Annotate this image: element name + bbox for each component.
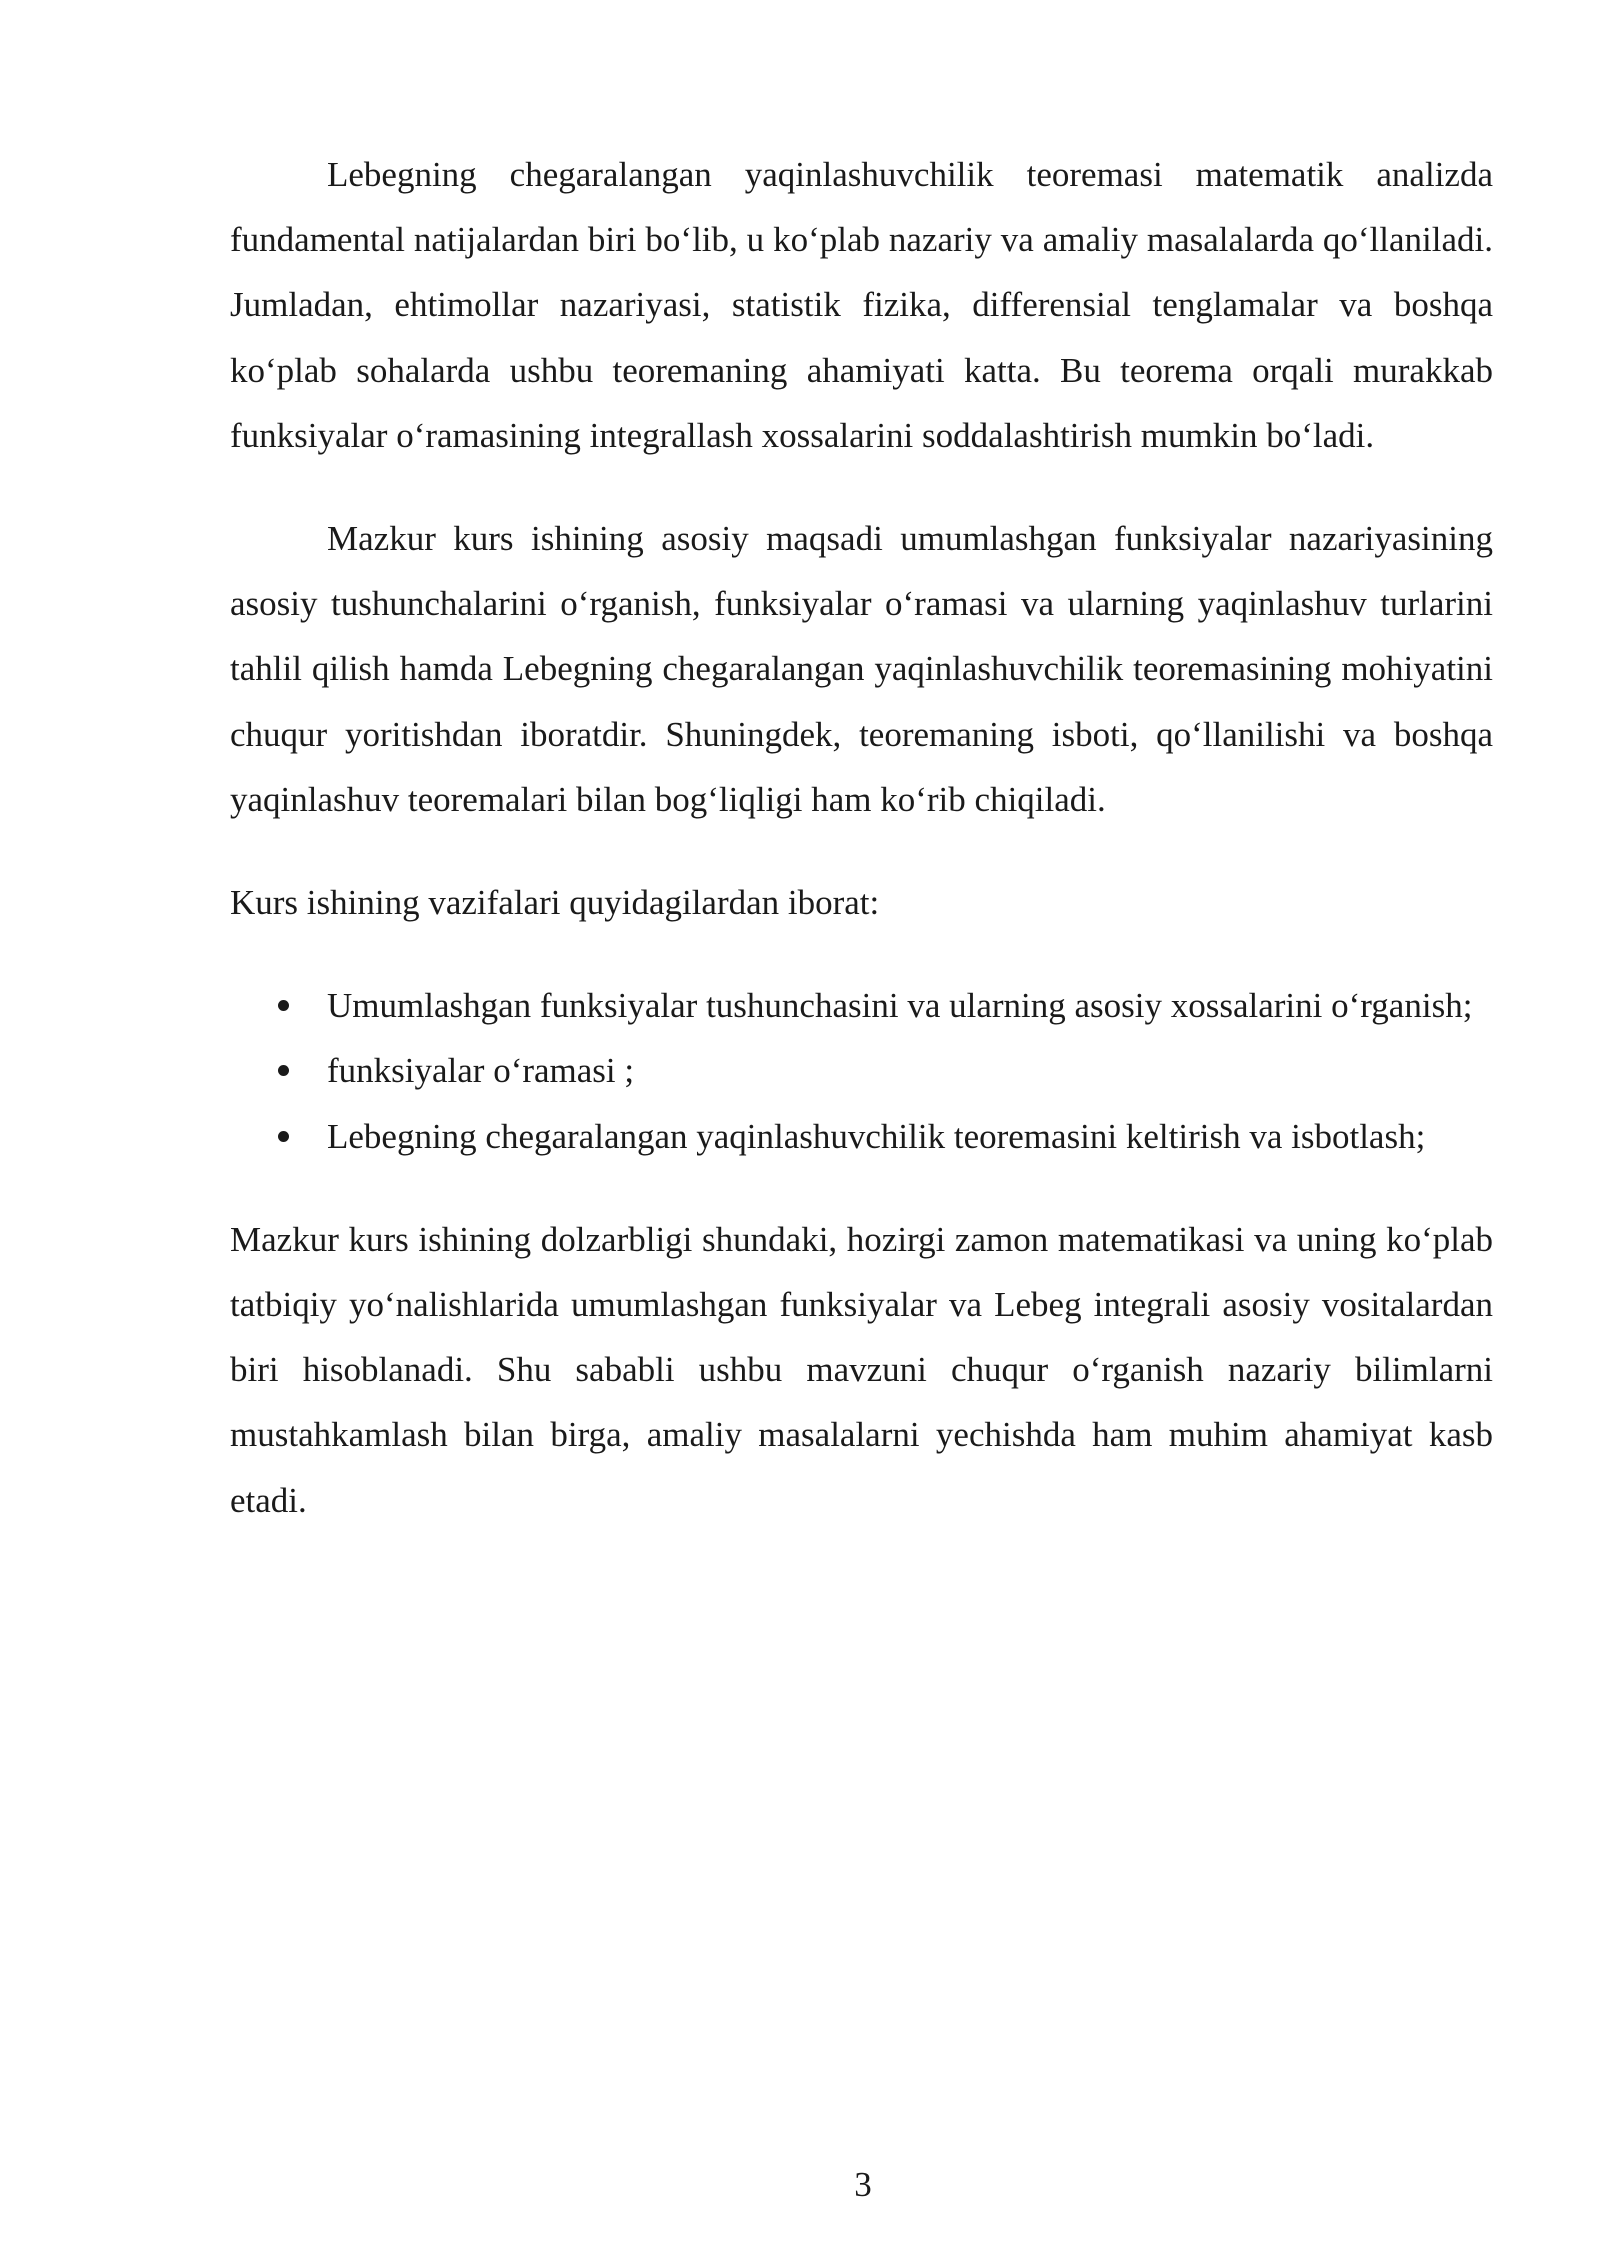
- bullet-icon: [278, 1065, 289, 1076]
- page-content: [230, 142, 1493, 1533]
- bullet-icon: [278, 1000, 289, 1011]
- list-item-text: funksiyalar o‘ramasi ;: [327, 1051, 635, 1091]
- paragraph-goal: Mazkur kurs ishining asosiy maqsadi umumlashgan funksiyalar nazariyasining asosiy tushunchalarini o‘rganish, funksiyalar o‘ramasi va ularning yaqinlashuv turlarini tahlil qilish hamda Lebegning chegaralangan yaqinlashuvchilik teoremasining mohiyatini chuqur yoritishdan iboratdir. Shuningdek, teoremaning isboti, qo‘llanilishi va boshqa yaqinlashuv teoremalari bilan bog‘liqligi ham ko‘rib chiqiladi.: [230, 519, 1493, 819]
- list-item-text: Lebegning chegaralangan yaqinlashuvchilik teoremasini keltirish va isbotlash;: [327, 1116, 1426, 1156]
- paragraph-intro: Lebegning chegaralangan yaqinlashuvchilik teoremasi matematik analizda fundamental natijalardan biri bo‘lib, u ko‘plab nazariy va amaliy masalalarda qo‘llaniladi. Jumladan, ehtimollar nazariyasi, statistik fizika, differensial tenglamalar va boshqa ko‘plab sohalarda ushbu teoremaning ahamiyati katta. Bu teorema orqali murakkab funksiyalar o‘ramasining integrallash xossalarini soddalashtirish mumkin bo‘ladi.: [230, 155, 1493, 455]
- paragraph-relevance: Mazkur kurs ishining dolzarbligi shundaki, hozirgi zamon matematikasi va uning ko‘plab tatbiqiy yo‘nalishlarida umumlashgan funksiyalar va Lebeg integrali asosiy vositalardan biri hisoblanadi. Shu sababli ushbu mavzuni chuqur o‘rganish nazariy bilimlarni mustahkamlash bilan birga, amaliy masalalarni yechishda ham muhim ahamiyat kasb etadi.: [230, 1219, 1493, 1520]
- list-item: [230, 1038, 1493, 1103]
- list-item: [230, 1104, 1493, 1169]
- list-item-text: Umumlashgan funksiyalar tushunchasini va ularning asosiy xossalarini o‘rganish;: [327, 986, 1473, 1026]
- bullet-icon: [278, 1131, 289, 1142]
- page-number: 3: [854, 2165, 872, 2204]
- tasks-list: [230, 973, 1493, 1169]
- tasks-heading: Kurs ishining vazifalari quyidagilardan iborat:: [230, 883, 880, 923]
- list-item: [230, 973, 1493, 1038]
